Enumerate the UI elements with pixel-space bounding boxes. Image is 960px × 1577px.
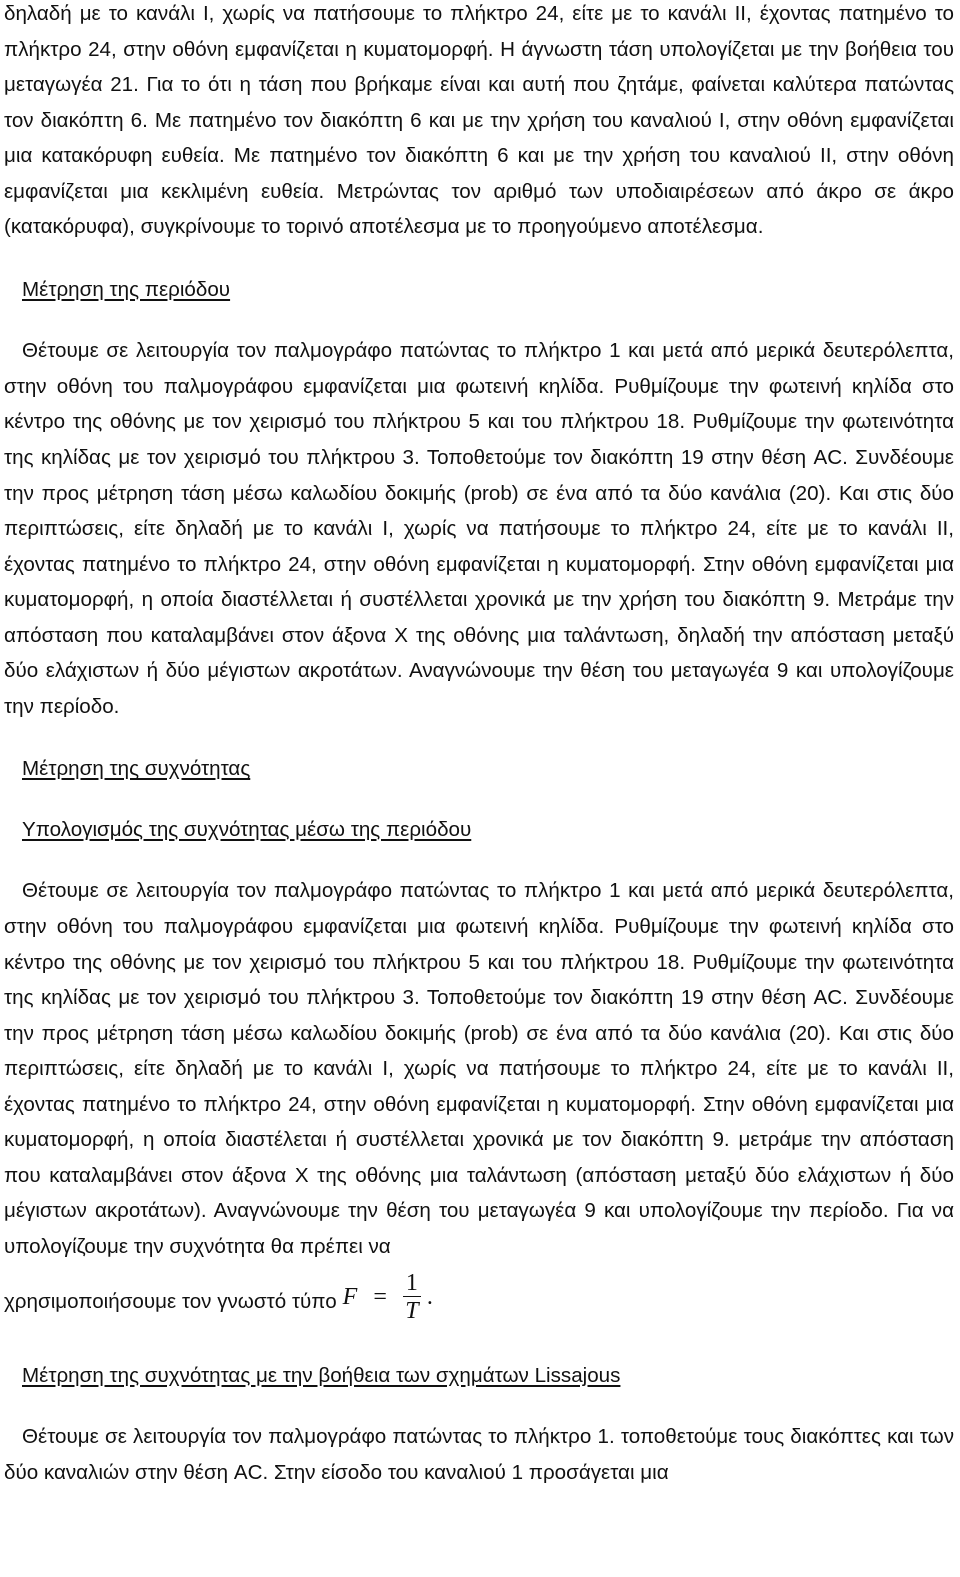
spacer — [4, 787, 954, 812]
formula-fraction — [403, 1271, 421, 1324]
heading-period-measurement: Μέτρηση της περιόδου — [22, 277, 231, 301]
paragraph-frequency-procedure — [4, 873, 954, 1264]
formula-line — [4, 1271, 954, 1333]
spacer — [4, 847, 954, 873]
paragraph-voltage-continued: δηλαδή με το κανάλι Ι, χωρίς να πατήσουμε το πλήκτρο 24, είτε με το κανάλι ΙΙ, έχοντας πατημένο το πλήκτρο 24, στην οθόνη εμφανίζεται η κυματομορφή. Η άγνωστη τάση υπολογίζεται με την βοήθεια του μεταγωγέα 21. Για το ότι η τάση που βρήκαμε είναι και αυτή που ζητάμε, φαίνεται καλύτερα πατώντας τον διακόπτη 6. Με πατημένο τον διακόπτη 6 και με την χρήση του καναλιού Ι, στην οθόνη εμφανίζεται μια κατακόρυφη ευθεία. Με πατημένο τον διακόπτη 6 και με την χρήση του καναλιού ΙΙ, στην οθόνη εμφανίζεται μια κεκλιμένη ευθεία. Μετρώντας τον αριθμό των υποδιαιρέσεων από άκρο σε άκρο (κατακόρυφα), συγκρίνουμε το τορινό αποτέλεσμα με το προηγούμενο αποτέλεσμα. — [4, 2, 954, 239]
formula-period: . — [426, 1284, 433, 1310]
paragraph-period-text: Θέτουμε σε λειτουργία τον παλμογράφο πατώντας το πλήκτρο 1 και μετά από μερικά δευτερόλεπτα, στην οθόνη του παλμογράφου εμφανίζεται μια φωτεινή κηλίδα. Ρυθμίζουμε την φωτεινή κηλίδα στο κέντρο της οθόνης με τον χειρισμό του πλήκτρου 5 και του πλήκτρου 18. Ρυθμίζουμε την φωτεινότητα της κηλίδας με τον χειρισμό του πλήκτρου 3. Τοποθετούμε τον διακόπτη 19 στην θέση AC. Συνδέουμε την προς μέτρηση τάση μέσω καλωδίου δοκιμής (prob) σε ένα από τα δύο κανάλια (20). Και στις δύο περιπτώσεις, είτε δηλαδή με το κανάλι Ι, χωρίς να πατήσουμε το πλήκτρο 24, είτε με το κανάλι ΙΙ, έχοντας πατημένο το πλήκτρο 24, στην οθόνη εμφανίζεται η κυματομορφή. Στην οθόνη εμφανίζεται μια κυματομορφή, η οποία διαστέλλεται ή συστέλλεται χρονικά με την χρήση του διακόπτη 9. Μετράμε την απόσταση που καταλαμβάνει στον άξονα Χ της οθόνης μια ταλάντωση, δηλαδή την απόσταση μεταξύ δύο ελάχιστων ή δύο μέγιστων ακροτάτων. Αναγνώνουμε την θέση του μεταγωγέα 9 και υπολογίζουμε την περίοδο. — [4, 339, 954, 718]
spacer — [4, 1393, 954, 1419]
formula-lead-text: χρησιμοποιήσουμε τον γνωστό τύπο — [4, 1289, 337, 1313]
formula-denominator: T — [405, 1298, 419, 1324]
formula-lhs: F — [342, 1284, 358, 1310]
spacer — [4, 245, 954, 272]
heading-frequency-measurement: Μέτρηση της συχνότητας — [22, 757, 251, 781]
heading-lissajous: Μέτρηση της συχνότητας με την βοήθεια των σχημάτων Lissajous — [22, 1363, 621, 1387]
heading-frequency-via-period: Υπολογισμός της συχνότητας μέσω της περιόδου — [22, 817, 472, 841]
frequency-formula — [343, 1271, 433, 1324]
document-page — [4, 0, 954, 1490]
paragraph-lissajous-procedure — [4, 1419, 954, 1490]
formula-numerator: 1 — [403, 1271, 421, 1297]
spacer — [4, 724, 954, 751]
spacer — [4, 307, 954, 333]
paragraph-lissajous-text: Θέτουμε σε λειτουργία τον παλμογράφο πατώντας το πλήκτρο 1. τοποθετούμε τους διακόπτες και των δύο καναλιών στην θέση AC. Στην είσοδο του καναλιού 1 προσάγεται μια — [4, 1425, 954, 1484]
paragraph-period-procedure — [4, 333, 954, 724]
spacer — [4, 1333, 954, 1358]
formula-equals: = — [373, 1284, 387, 1310]
paragraph-frequency-text: Θέτουμε σε λειτουργία τον παλμογράφο πατώντας το πλήκτρο 1 και μετά από μερικά δευτερόλεπτα, στην οθόνη του παλμογράφου εμφανίζεται μια φωτεινή κηλίδα. Ρυθμίζουμε την φωτεινή κηλίδα στο κέντρο της οθόνης με τον χειρισμό του πλήκτρου 5 και του πλήκτρου 18. Ρυθμίζουμε την φωτεινότητα της κηλίδας με τον χειρισμό του πλήκτρου 3. Τοποθετούμε τον διακόπτη 19 στην θέση AC. Συνδέουμε την προς μέτρηση τάση μέσω καλωδίου δοκιμής (prob) σε ένα από τα δύο κανάλια (20). Και στις δύο περιπτώσεις, είτε δηλαδή με το κανάλι Ι, χωρίς να πατήσουμε το πλήκτρο 24, είτε με το κανάλι ΙΙ, έχοντας πατημένο το πλήκτρο 24, στην οθόνη εμφανίζεται η κυματομορφή. Στην οθόνη εμφανίζεται μια κυματομορφή, η οποία διαστέλεται ή συστέλλεται χρονικά με τον διακόπτη 9. μετράμε την απόσταση που καταλαμβάνει στον άξονα Χ της οθόνης μια ταλάντωση (απόσταση μεταξύ δύο ελάχιστων ή δύο μέγιστων ακροτάτων). Αναγνώνουμε την θέση του μεταγωγέα 9 και υπολογίζουμε την περίοδο. Για να υπολογίζουμε την συχνότητα θα πρέπει να — [4, 879, 954, 1258]
